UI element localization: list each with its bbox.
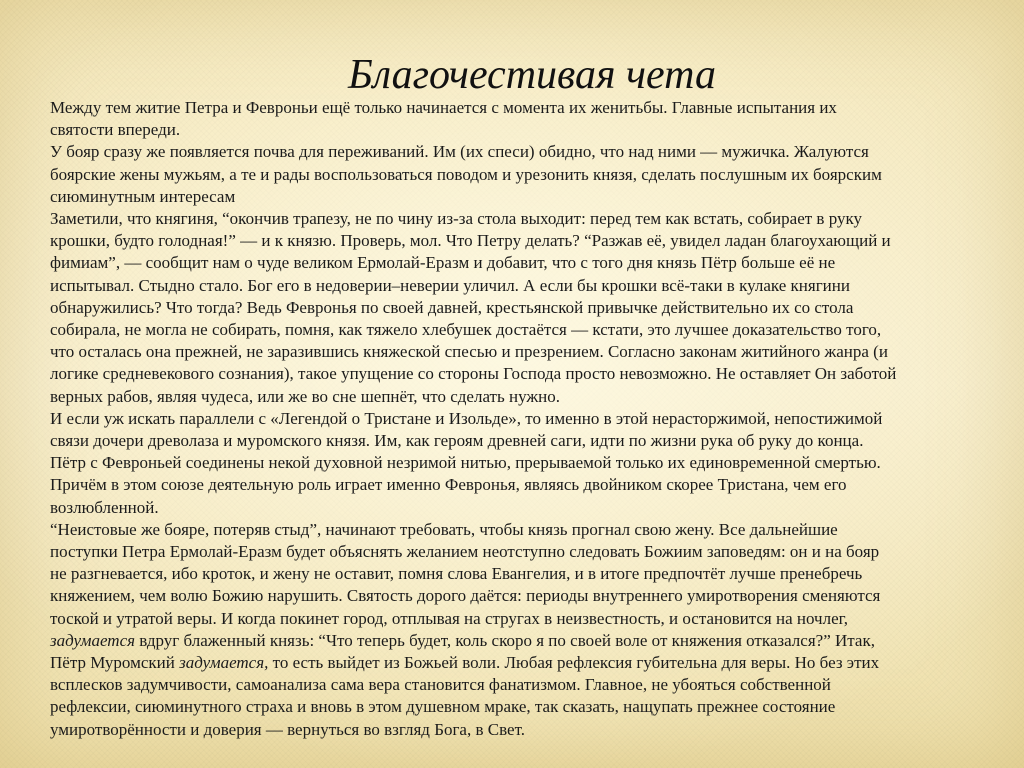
text-line [50, 275, 980, 297]
text-line [50, 186, 980, 208]
text-line [50, 408, 980, 430]
text-run: то есть выйдет из Божьей воли. Любая рефлексия губительна для веры. Но без этих [268, 653, 880, 673]
text-line [50, 230, 980, 252]
text-run: связи дочери древолаза и муромского князя. Им, как героям древней саги, идти по жизни рука об руку до конца. [50, 431, 864, 451]
text-run: что осталась она прежней, не заразившись княжеской спесью и презрением. Согласно законам житийного жанра (и [50, 342, 888, 362]
italic-text: задумается, [179, 653, 269, 673]
text-line [50, 519, 980, 541]
text-run: святости впереди. [50, 120, 181, 140]
text-run: обнаружились? Что тогда? Ведь Февронья по своей давней, крестьянской привычке действительно их со стола [50, 297, 854, 317]
text-run: Пётр Муромский [50, 653, 180, 673]
text-run: умиротворённости и доверия — вернуться во взгляд Бога, в Свет. [50, 719, 525, 739]
text-run: возлюбленной. [50, 497, 159, 517]
text-run: Заметили, что княгиня, “окончив трапезу, не по чину из-за стола выходит: перед тем как встать, собирает в руку [50, 209, 862, 229]
text-line [50, 386, 980, 408]
text-line [50, 652, 980, 674]
text-run: Причём в этом союзе деятельную роль играет именно Февронья, являясь двойником скорее Тристана, чем его [50, 475, 847, 495]
text-line [50, 474, 980, 496]
text-run: не разгневается, ибо кроток, и жену не оставит, помня слова Евангелия, и в итоге предпочтёт лучше пренебречь [50, 564, 863, 584]
slide-body-text [50, 97, 980, 741]
text-line [50, 363, 980, 385]
text-line [50, 297, 980, 319]
text-line [50, 452, 980, 474]
text-line [50, 497, 980, 519]
text-line [50, 608, 980, 630]
text-line [50, 563, 980, 585]
text-line [50, 430, 980, 452]
text-line [50, 719, 980, 741]
text-line [50, 97, 980, 119]
text-line [50, 696, 980, 718]
text-line [50, 141, 980, 163]
text-line [50, 164, 980, 186]
text-run: испытывал. Стыдно стало. Бог его в недоверии–неверии уличил. А если бы крошки всё-таки в кулаке княгини [50, 275, 850, 295]
text-run: княжением, чем волю Божию нарушить. Святость дорого даётся: периоды внутреннего умиротворения сменяются [50, 586, 881, 606]
text-line [50, 119, 980, 141]
text-run: Между тем житие Петра и Февроньи ещё только начинается с момента их женитьбы. Главные испытания их [50, 98, 837, 117]
text-run: поступки Петра Ермолай-Еразм будет объяснять желанием неотступно следовать Божиим заповедям: он и на бояр [50, 542, 880, 562]
text-run: фимиам”, — сообщит нам о чуде великом Ермолай-Еразм и добавит, что с того дня князь Пётр больше её не [50, 253, 836, 273]
text-run: верных рабов, являя чудеса, или же во сне шепнёт, что сделать нужно. [50, 386, 560, 406]
text-run: крошки, будто голодная!” — и к князю. Проверь, мол. Что Петру делать? “Разжав её, увидел ладан благоухающий и [50, 231, 891, 251]
text-line [50, 585, 980, 607]
text-line [50, 541, 980, 563]
italic-text: задумается [50, 630, 136, 650]
text-run: вдруг блаженный князь: “Что теперь будет, коль скоро я по своей воле от княжения отказался?” Итак, [135, 630, 875, 650]
text-run: собирала, не могла не собирать, помня, как тяжело хлебушек достаётся — кстати, это лучшее доказательство того, [50, 320, 882, 340]
text-run: логике средневекового сознания), такое упущение со стороны Господа просто невозможно. Не оставляет Он заботой [50, 364, 897, 384]
text-line [50, 319, 980, 341]
text-run: Пётр с Февроньей соединены некой духовной незримой нитью, прерываемой только их единовременной смертью. [50, 453, 881, 473]
text-run: тоской и утратой веры. И когда покинет город, отплывая на стругах в неизвестность, и остановится на ночлег, [50, 608, 848, 628]
text-line [50, 630, 980, 652]
text-line [50, 208, 980, 230]
text-run: боярские жены мужьям, а те и рады воспользоваться поводом и урезонить князя, сделать послушным их боярским [50, 164, 882, 184]
slide-title: Благочестивая чета [348, 52, 716, 98]
text-line [50, 674, 980, 696]
text-line [50, 252, 980, 274]
text-run: “Неистовые же бояре, потеряв стыд”, начинают требовать, чтобы князь прогнал свою жену. Все дальнейшие [50, 519, 838, 539]
text-run: сиюминутным интересам [50, 186, 236, 206]
text-run: И если уж искать параллели с «Легендой о Тристане и Изольде», то именно в этой нерасторжимой, непостижимой [50, 408, 883, 428]
text-run: всплесков задумчивости, самоанализа сама вера становится фанатизмом. Главное, не убояться собственной [50, 675, 831, 695]
text-line [50, 341, 980, 363]
text-run: рефлексии, сиюминутного страха и вновь в этом душевном мраке, так сказать, нащупать прежнее состояние [50, 697, 836, 717]
text-run: У бояр сразу же появляется почва для переживаний. Им (их спеси) обидно, что над ними — мужичка. Жалуются [50, 142, 869, 162]
